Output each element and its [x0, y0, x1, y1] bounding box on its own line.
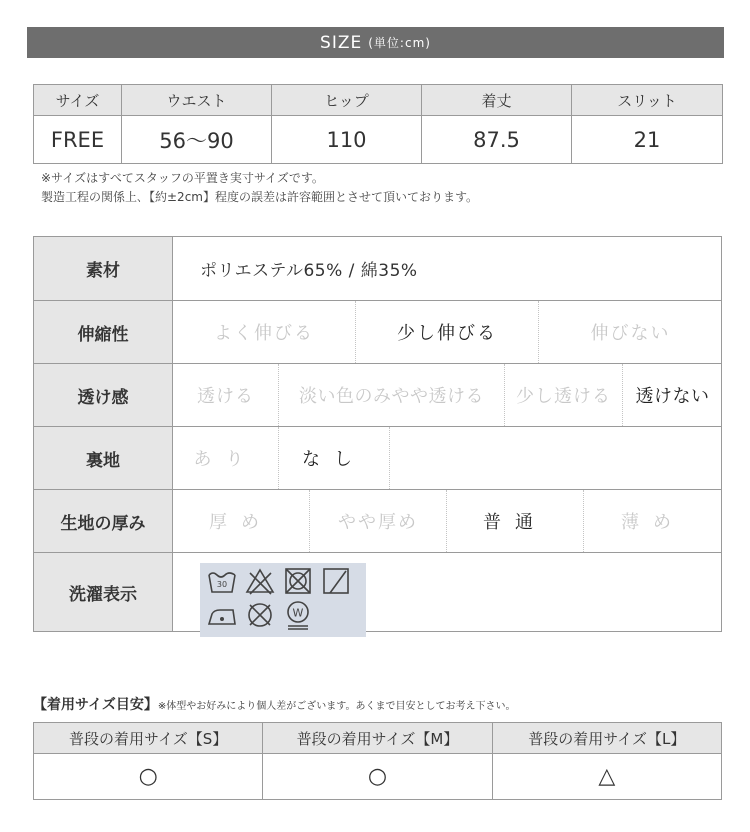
- size-header-size: サイズ: [34, 85, 122, 116]
- fit-value-s: ○: [34, 754, 263, 800]
- size-value-slit: 21: [572, 116, 723, 164]
- size-table: [33, 84, 723, 164]
- fit-header-m: 普段の着用サイズ【M】: [263, 723, 492, 754]
- lining-row: [34, 426, 721, 489]
- fit-title-text: 【着用サイズ目安】: [33, 697, 158, 713]
- sheer-option: 透ける: [173, 364, 279, 426]
- fabric-row: [34, 237, 721, 300]
- size-title: SIZE: [320, 32, 363, 53]
- size-value-length: 87.5: [422, 116, 572, 164]
- size-header-hip: ヒップ: [272, 85, 422, 116]
- no-bleach-icon: [244, 565, 276, 597]
- line-dry-icon: [320, 565, 352, 597]
- size-header-slit: スリット: [572, 85, 723, 116]
- fit-header-s: 普段の着用サイズ【S】: [34, 723, 263, 754]
- wet-clean-icon: [282, 599, 314, 631]
- stretch-row: [34, 300, 721, 363]
- svg-text:W: W: [292, 606, 304, 620]
- fit-table-row: [34, 754, 722, 800]
- no-tumble-dry-icon: [282, 565, 314, 597]
- iron-low-icon: [206, 599, 238, 631]
- note-line: 製造工程の関係上､【約±2cm】程度の誤差は許容範囲とさせて頂いております。: [41, 190, 479, 204]
- fit-header-l: 普段の着用サイズ【L】: [492, 723, 721, 754]
- fabric-label: 素材: [34, 237, 173, 300]
- fabric-value: ポリエステル65% / 綿35%: [200, 261, 418, 281]
- size-header-length: 着丈: [422, 85, 572, 116]
- sheer-label: 透け感: [34, 364, 173, 426]
- sheer-option: 淡い色のみやや透ける: [279, 364, 505, 426]
- stretch-option-selected: 少し伸びる: [356, 301, 539, 363]
- no-dry-clean-icon: [244, 599, 276, 631]
- lining-empty: [390, 427, 722, 489]
- care-row: [34, 552, 721, 631]
- wash-30-icon: [206, 565, 238, 597]
- sheer-row: [34, 363, 721, 426]
- thickness-option: 薄め: [621, 512, 685, 533]
- size-value-size: FREE: [34, 116, 122, 164]
- thickness-label: 生地の厚み: [34, 490, 173, 552]
- size-header-waist: ウエスト: [122, 85, 272, 116]
- size-table-header: [34, 85, 723, 116]
- fit-value-m: ○: [263, 754, 492, 800]
- thickness-option: やや厚め: [310, 490, 447, 552]
- thickness-row: [34, 489, 721, 552]
- thickness-option-selected: 普通: [447, 490, 584, 552]
- size-value-waist: 56〜90: [122, 116, 272, 164]
- fit-table: [33, 722, 722, 800]
- stretch-option: よく伸びる: [173, 301, 356, 363]
- size-unit: (単位:cm): [368, 36, 431, 50]
- fit-value-l: △: [492, 754, 721, 800]
- sheer-option-selected: 透けない: [635, 386, 710, 407]
- sheer-option: 少し透ける: [505, 364, 623, 426]
- fit-note: ※体型やお好みにより個人差がございます。あくまで目安としてお考え下さい。: [157, 701, 516, 712]
- lining-option-selected: なし: [279, 427, 390, 489]
- fit-guide-title: [33, 694, 515, 714]
- stretch-label: 伸縮性: [34, 301, 173, 363]
- size-table-row: [34, 116, 723, 164]
- thickness-option: 厚め: [173, 490, 310, 552]
- lining-label: 裏地: [34, 427, 173, 489]
- note-line: ※サイズはすべてスタッフの平置き実寸サイズです。: [41, 171, 324, 185]
- fit-table-header: [34, 723, 722, 754]
- svg-text:30: 30: [216, 580, 228, 589]
- size-value-hip: 110: [272, 116, 422, 164]
- care-symbols: [200, 563, 366, 637]
- size-notes: [41, 169, 478, 207]
- lining-option: あり: [173, 427, 279, 489]
- care-label: 洗濯表示: [34, 553, 173, 631]
- material-table: [33, 236, 722, 632]
- size-banner: [27, 27, 724, 58]
- stretch-option: 伸びない: [590, 323, 671, 344]
